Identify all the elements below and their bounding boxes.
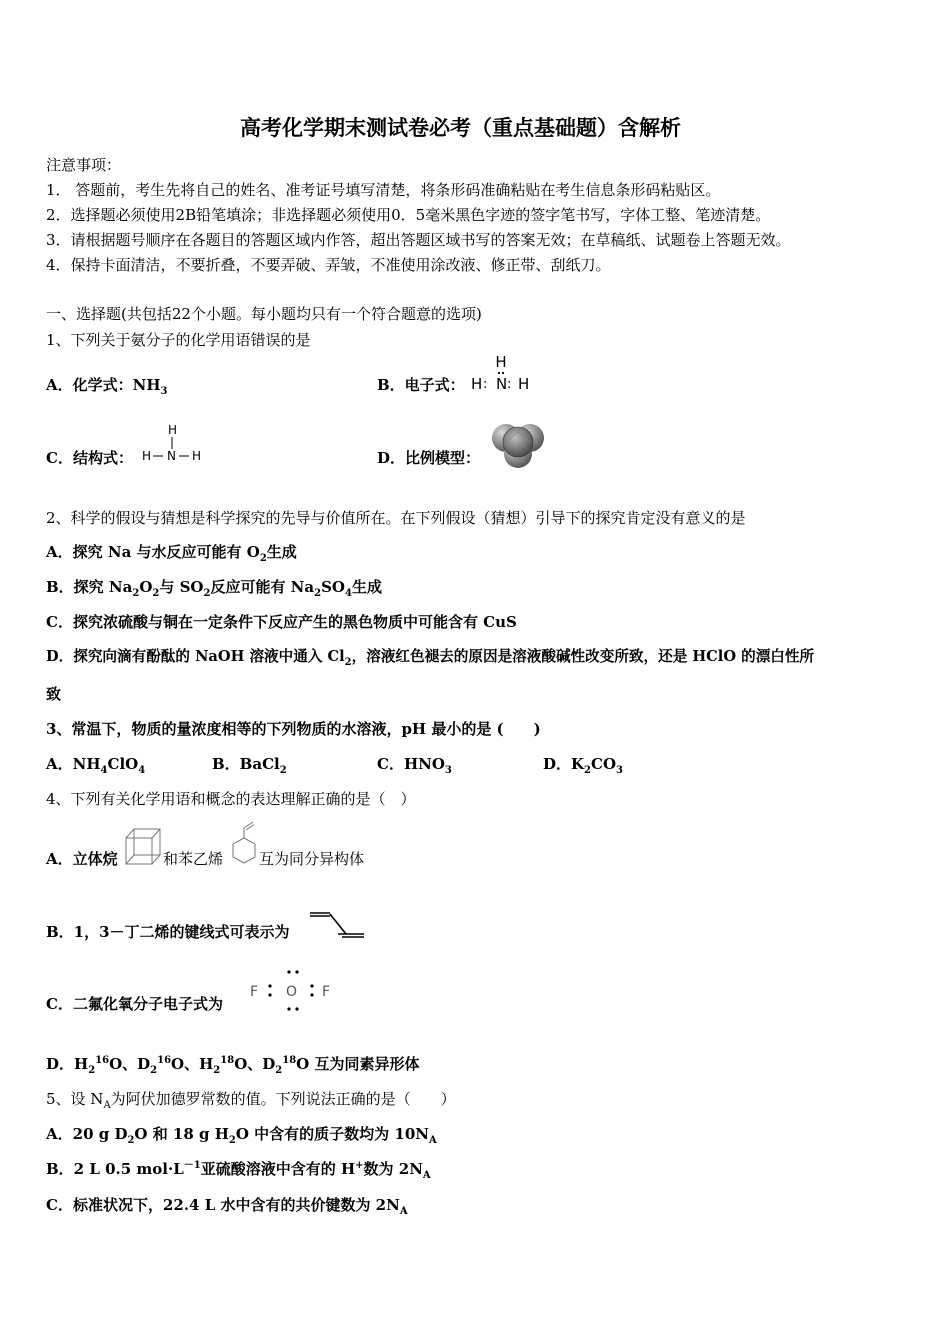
option-a-part: 互为同分异构体 bbox=[259, 850, 365, 868]
atom-label: F bbox=[322, 984, 331, 1000]
atom-label: H bbox=[192, 449, 202, 463]
option-d: D．比例模型： bbox=[377, 449, 481, 467]
atom-label: N bbox=[167, 449, 176, 463]
option-a-part: A．立体烷 bbox=[46, 850, 118, 868]
option-d: D．$K_2CO_3$ bbox=[543, 755, 623, 776]
atom-label: H bbox=[495, 353, 507, 371]
option-b: B．探究 $Na_2O_2$与 $SO_2$反应可能有 $Na_2SO_4$生成 bbox=[46, 578, 382, 599]
option-c: C．探究浓硫酸与铜在一定条件下反应产生的黑色物质中可能含有 CuS bbox=[46, 613, 517, 631]
notice-item: 1． 答题前，考生先将自己的姓名、准考证号填写清楚，将条形码准确粘贴在考生信息条形码粘贴区。 bbox=[46, 181, 721, 199]
cubane-structure-image bbox=[123, 826, 163, 868]
page-title: 高考化学期末测试卷必考（重点基础题）含解析 bbox=[240, 115, 681, 140]
option-c: C．$HNO_3$ bbox=[377, 755, 452, 776]
butadiene-bond-line-image bbox=[308, 910, 368, 940]
ammonia-structural-formula-image bbox=[140, 422, 206, 466]
electron-pair: : bbox=[507, 377, 512, 392]
option-c: C．结构式： bbox=[46, 449, 133, 467]
option-b: B．电子式： bbox=[377, 376, 465, 394]
question-stem: 1、下列关于氨分子的化学用语错误的是 bbox=[46, 331, 311, 349]
question-stem: 4、下列有关化学用语和概念的表达理解正确的是（ ） bbox=[46, 790, 416, 808]
option-a: A．探究 Na 与水反应可能有 $O_2$生成 bbox=[46, 543, 297, 564]
question-stem: 3、常温下，物质的量浓度相等的下列物质的水溶液，pH 最小的是 ( ) bbox=[46, 720, 541, 738]
option-a: A．化学式：$NH_3$ bbox=[46, 376, 168, 397]
option-b: B．1，3－丁二烯的键线式可表示为 bbox=[46, 923, 290, 941]
option-d: D．$H_2^{16}O$、$D_2^{16}O$、$H_2^{18}O$、$D_2^{18}O$ 互为同素异形体 bbox=[46, 1055, 420, 1076]
option-c: C．标准状况下，22.4 L 水中含有的共价键数为 $2N_A$ bbox=[46, 1196, 408, 1217]
option-d-continued: 致 bbox=[46, 685, 62, 703]
option-a: A．20 g $D_2O$ 和 18 g $H_2O$ 中含有的质子数均为 $10N_A$ bbox=[46, 1125, 437, 1146]
ammonia-electron-formula-image bbox=[468, 352, 532, 394]
atom-label: N bbox=[496, 375, 508, 393]
atom-label: H bbox=[168, 423, 178, 437]
styrene-structure-image bbox=[229, 820, 259, 868]
oxygen-difluoride-electron-formula-image bbox=[248, 966, 338, 1016]
option-b: B．2 L 0.5 $mol\cdot L^{-1}$亚硫酸溶液中含有的 H+数为 $2N_A$ bbox=[46, 1160, 431, 1181]
option-c: C．二氟化氧分子电子式为 bbox=[46, 995, 223, 1013]
notice-item: 3．请根据题号顺序在各题目的答题区域内作答，超出答题区域书写的答案无效；在草稿纸、试题卷上答题无效。 bbox=[46, 231, 791, 249]
option-a: A．$NH_4ClO_4$ bbox=[46, 755, 146, 776]
option-d: D．探究向滴有酚酞的 NaOH 溶液中通入 $Cl_2$，溶液红色褪去的原因是溶液酸碱性改变所致，还是 HClO 的漂白性所 bbox=[46, 648, 815, 668]
notice-heading: 注意事项： bbox=[46, 156, 122, 174]
atom-label: F bbox=[250, 984, 259, 1000]
section-heading: 一、选择题(共包括22个小题。每小题均只有一个符合题意的选项) bbox=[46, 305, 482, 323]
atom-label: H bbox=[471, 375, 483, 393]
option-a-part: 和苯乙烯 bbox=[163, 850, 224, 868]
notice-item: 4．保持卡面清洁，不要折叠，不要弄破、弄皱，不准使用涂改液、修正带、刮纸刀。 bbox=[46, 256, 611, 274]
electron-pair: : bbox=[483, 377, 488, 392]
atom-label: H bbox=[518, 375, 530, 393]
option-b: B．BaCl$_2$ bbox=[212, 755, 287, 776]
notice-item: 2．选择题必须使用2B铅笔填涂；非选择题必须使用0．5毫米黑色字迹的签字笔书写，字体工整、笔迹清楚。 bbox=[46, 206, 771, 224]
question-stem: 2、科学的假设与猜想是科学探究的先导与价值所在。在下列假设（猜想）引导下的探究肯定没有意义的是 bbox=[46, 509, 746, 527]
atom-label: H bbox=[142, 449, 152, 463]
ammonia-space-filling-model-image bbox=[488, 416, 548, 470]
question-stem: 5、设 $N_A$为阿伏加德罗常数的值。下列说法正确的是（ ） bbox=[46, 1090, 456, 1111]
atom-label: O bbox=[286, 984, 298, 1000]
